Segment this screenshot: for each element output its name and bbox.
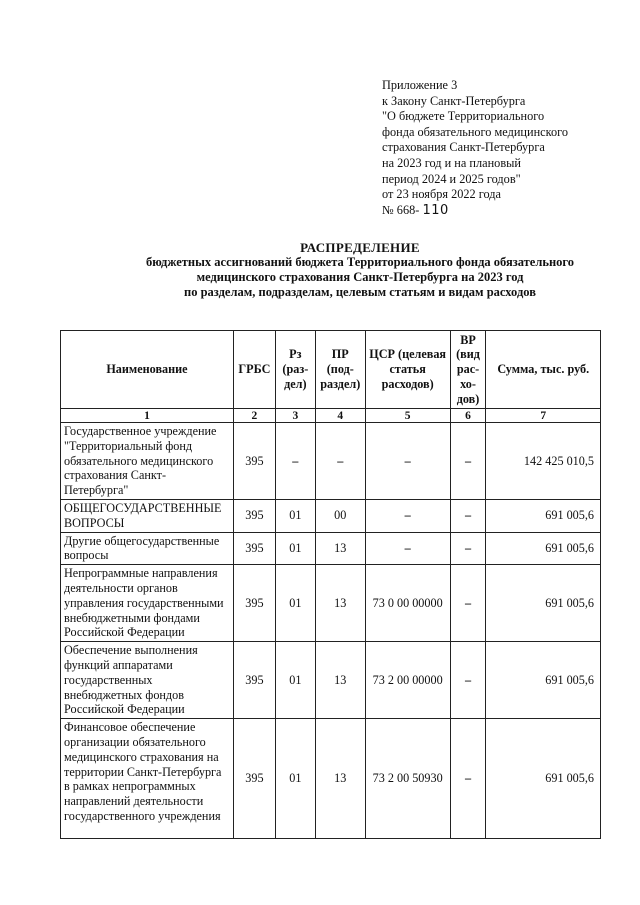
column-number: 3 <box>275 409 315 423</box>
header-rz: Рз (раз-дел) <box>275 331 315 409</box>
header-sum: Сумма, тыс. руб. <box>486 331 601 409</box>
row-pr: 13 <box>315 642 365 719</box>
appendix-header <box>382 78 622 218</box>
column-number: 2 <box>233 409 275 423</box>
row-rz: 01 <box>275 642 315 719</box>
row-grbs: 395 <box>233 642 275 719</box>
row-vr: – <box>450 532 486 565</box>
row-name: Непрограммные направления деятельности органов управления государственными внебюджетными фондами Российской Федерации <box>61 565 234 642</box>
table-row <box>61 565 601 642</box>
column-number: 7 <box>486 409 601 423</box>
law-number-prefix: № 668- <box>382 202 420 217</box>
row-rz: 01 <box>275 565 315 642</box>
row-pr: 13 <box>315 565 365 642</box>
row-sum: 691 005,6 <box>486 565 601 642</box>
column-number: 5 <box>365 409 450 423</box>
appendix-line: "О бюджете Территориального <box>382 109 545 124</box>
row-csr: 73 0 00 00000 <box>365 565 450 642</box>
row-csr: 73 2 00 50930 <box>365 719 450 839</box>
row-name: Другие общегосударственные вопросы <box>61 532 234 565</box>
row-vr: – <box>450 423 486 500</box>
row-rz: 01 <box>275 719 315 839</box>
column-number-row <box>61 409 601 423</box>
row-grbs: 395 <box>233 423 275 500</box>
row-grbs: 395 <box>233 532 275 565</box>
appendix-line: к Закону Санкт-Петербурга <box>382 93 526 108</box>
row-sum: 691 005,6 <box>486 719 601 839</box>
row-csr: 73 2 00 00000 <box>365 642 450 719</box>
header-pr: ПР (под-раздел) <box>315 331 365 409</box>
column-number: 6 <box>450 409 486 423</box>
law-number <box>382 203 622 219</box>
table-row <box>61 499 601 532</box>
row-pr: 13 <box>315 719 365 839</box>
title-line: бюджетных ассигнований бюджета Территориального фонда обязательного <box>145 255 575 269</box>
row-csr: – <box>365 532 450 565</box>
row-grbs: 395 <box>233 719 275 839</box>
row-csr: – <box>365 499 450 532</box>
row-sum: 691 005,6 <box>486 532 601 565</box>
row-rz: 01 <box>275 532 315 565</box>
header-name: Наименование <box>61 331 234 409</box>
row-sum: 691 005,6 <box>486 499 601 532</box>
row-rz: 01 <box>275 499 315 532</box>
row-grbs: 395 <box>233 565 275 642</box>
table-row <box>61 532 601 565</box>
row-vr: – <box>450 719 486 839</box>
row-name: Государственное учреждение "Территориальный фонд обязательного медицинского страхования Санкт-Петербурга" <box>61 423 234 500</box>
budget-table <box>60 330 601 839</box>
header-vr: ВР (вид рас-хо-дов) <box>450 331 486 409</box>
appendix-line: Приложение 3 <box>382 78 458 92</box>
row-pr: – <box>315 423 365 500</box>
row-pr: 00 <box>315 499 365 532</box>
appendix-line: фонда обязательного медицинского <box>382 124 569 139</box>
appendix-line: на 2023 год и на плановый <box>382 155 521 170</box>
row-vr: – <box>450 499 486 532</box>
appendix-line: страхования Санкт-Петербурга <box>382 140 545 155</box>
header-csr: ЦСР (целевая статья расходов) <box>365 331 450 409</box>
row-name: Обеспечение выполнения функций аппаратами государственных внебюджетных фондов Российской Федерации <box>61 642 234 719</box>
row-grbs: 395 <box>233 499 275 532</box>
row-vr: – <box>450 642 486 719</box>
title-main: РАСПРЕДЕЛЕНИЕ <box>300 240 420 255</box>
appendix-line: от 23 ноября 2022 года <box>382 187 502 202</box>
row-csr: – <box>365 423 450 500</box>
row-name: ОБЩЕГОСУДАРСТВЕННЫЕ ВОПРОСЫ <box>61 499 234 532</box>
header-grbs: ГРБС <box>233 331 275 409</box>
column-number: 4 <box>315 409 365 423</box>
law-number-handwritten: 110 <box>422 202 449 218</box>
table-row <box>61 642 601 719</box>
row-sum: 142 425 010,5 <box>486 423 601 500</box>
table-header-row <box>61 331 601 409</box>
row-pr: 13 <box>315 532 365 565</box>
row-name: Финансовое обеспечение организации обязательного медицинского страхования на территории Санкт-Петербурга в рамках непрограммных направлений деятельности государственного учреждения <box>61 719 234 839</box>
table-row <box>61 719 601 839</box>
appendix-line: период 2024 и 2025 годов" <box>382 171 521 186</box>
row-rz: – <box>275 423 315 500</box>
column-number: 1 <box>61 409 234 423</box>
title-line: медицинского страхования Санкт-Петербурга на 2023 год <box>196 270 524 284</box>
title-line: по разделам, подразделам, целевым статьям и видам расходов <box>184 285 536 299</box>
table-row <box>61 423 601 500</box>
row-sum: 691 005,6 <box>486 642 601 719</box>
row-vr: – <box>450 565 486 642</box>
document-title <box>60 240 640 300</box>
